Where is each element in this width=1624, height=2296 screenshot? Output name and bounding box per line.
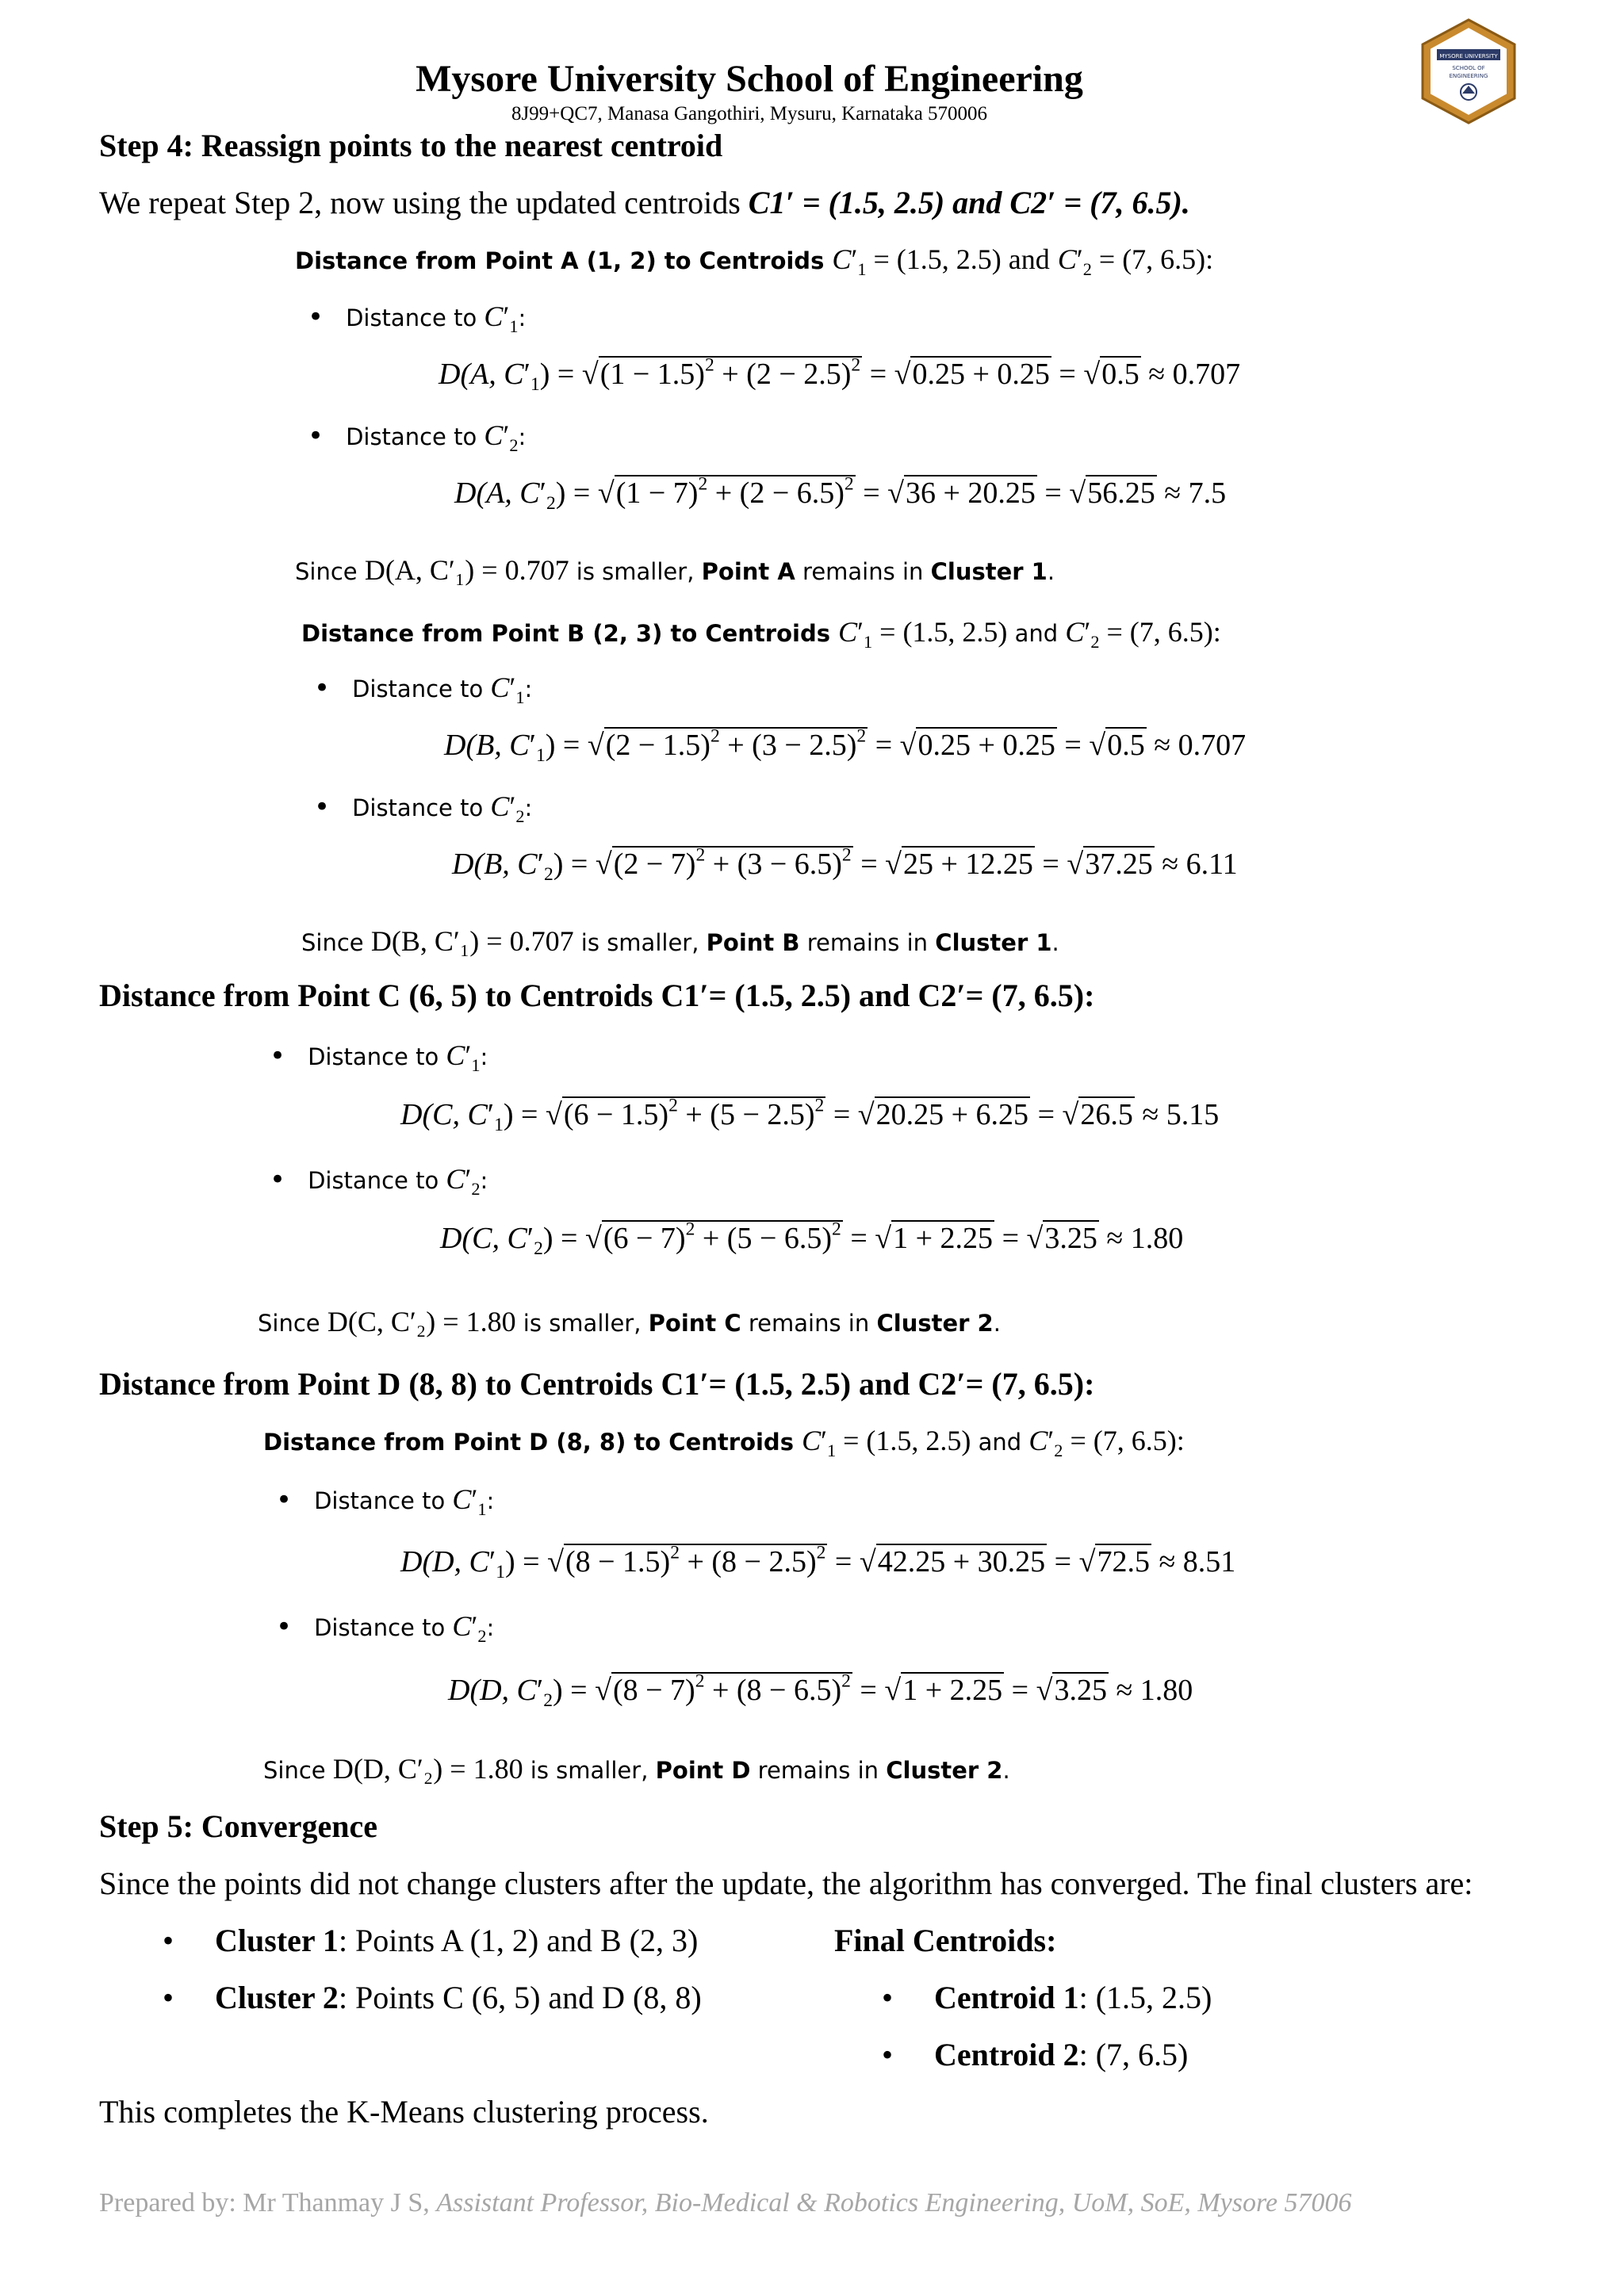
- point-d-eq-c2: D(D, $C'_2) = √(8 - 7)^2 + (8 - 6.5)^2 = √1 + 2.25 = √3.25 \approx 1.80$: [448, 1670, 1193, 1712]
- svg-text:SCHOOL OF: SCHOOL OF: [1452, 65, 1485, 71]
- point-b-eq-c1: D(B, $C'_1) = √(2 - 1.5)^2 + (3 - 2.5)^2 = √0.25 + 0.25 = √0.5 \approx 0.707$: [444, 725, 1247, 767]
- step5-heading: Step 5: Convergence: [99, 1808, 378, 1844]
- point-a-eq-c2: D(A, $C'_2) = √(1 - 7)^2 + (2 - 6.5)^2 = √36 + 20.25 = √56.25 \approx 7.5$: [454, 473, 1227, 515]
- point-a-eq-c1: D(A, $C'_1) = √(1 - 1.5)^2 + (2 - 2.5)^2 = √0.25 + 0.25 = √0.5 \approx 0.707$: [439, 354, 1241, 396]
- point-d-bullet-c1: • Distance to $C'_1$:: [276, 1483, 495, 1519]
- centroid2-item: • Centroid 2: (7, 6.5): [882, 2037, 1189, 2072]
- step5-text: Since the points did not change clusters after the update, the algorithm has converged. The final clusters are:: [99, 1866, 1473, 1901]
- point-a-conclusion: Since D(A, C′₁) = 0.707 is smaller, Point A remains in Cluster 1.: [295, 554, 1055, 586]
- intro-text: We repeat Step 2, now using the updated centroids: [99, 185, 749, 220]
- centroid1-item: • Centroid 1: (1.5, 2.5): [882, 1980, 1212, 2015]
- point-b-bullet-c1: • Distance to $C'_1$:: [314, 672, 533, 707]
- university-logo: [1418, 17, 1519, 125]
- point-c-bullet-c1: • Distance to $C'_1$:: [270, 1039, 488, 1075]
- point-c-eq-c1: D(C, $C'_1) = √(6 - 1.5)^2 + (5 - 2.5)^2 = √20.25 + 6.25 = √26.5 \approx 5.15$: [400, 1095, 1220, 1136]
- step4-intro: [99, 184, 1190, 221]
- step4-heading: Step 4: Reassign points to the nearest centroid: [99, 128, 723, 163]
- point-c-heading: Distance from Point C (6, 5) to Centroids C1′= (1.5, 2.5) and C2′= (7, 6.5):: [99, 978, 1095, 1013]
- cluster2-item: • Cluster 2: Points C (6, 5) and D (8, 8): [163, 1980, 702, 2015]
- point-c-eq-c2: D(C, $C'_2) = √(6 - 7)^2 + (5 - 6.5)^2 = √1 + 2.25 = √3.25 \approx 1.80$: [440, 1219, 1184, 1260]
- cluster1-item: • Cluster 1: Points A (1, 2) and B (2, 3): [163, 1923, 699, 1958]
- point-b-conclusion: Since D(B, C′₁) = 0.707 is smaller, Point B remains in Cluster 1.: [301, 925, 1059, 957]
- footer: Prepared by: Mr Thanmay J S, Assistant Professor, Bio-Medical & Robotics Engineering, UoM, SoE, Mysore 57006: [99, 2188, 1352, 2218]
- point-a-bullet-c2: • Distance to $C'_2$:: [308, 419, 527, 455]
- point-c-conclusion: Since D(C, C′₂) = 1.80 is smaller, Point C remains in Cluster 2.: [258, 1306, 1001, 1337]
- page-title: Mysore University School of Engineering: [416, 58, 1083, 100]
- point-d-subheading: Distance from Point D (8, 8) to Centroids $C'_1 = (1.5$, 2.5) and $C'_2 = (7$, 6.5):: [263, 1425, 1185, 1460]
- point-d-bullet-c2: • Distance to $C'_2$:: [276, 1610, 495, 1646]
- point-a-bullet-c1: • Distance to $C'_1$:: [308, 300, 527, 336]
- final-centroids-heading: Final Centroids:: [834, 1923, 1057, 1958]
- address: 8J99+QC7, Manasa Gangothiri, Mysuru, Karnataka 570006: [511, 103, 988, 124]
- point-b-bullet-c2: • Distance to $C'_2$:: [314, 790, 533, 826]
- svg-text:MYSORE UNIVERSITY: MYSORE UNIVERSITY: [1439, 53, 1498, 59]
- point-d-heading: Distance from Point D (8, 8) to Centroids C1′= (1.5, 2.5) and C2′= (7, 6.5):: [99, 1366, 1095, 1402]
- intro-math: C1′ = (1.5, 2.5) and C2′ = (7, 6.5).: [748, 185, 1190, 220]
- svg-text:ENGINEERING: ENGINEERING: [1449, 73, 1488, 79]
- closing-text: This completes the K-Means clustering process.: [99, 2094, 709, 2130]
- point-d-eq-c1: D(D, $C'_1) = √(8 - 1.5)^2 + (8 - 2.5)^2 = √42.25 + 30.25 = √72.5 \approx 8.51$: [400, 1542, 1236, 1583]
- point-a-heading: Distance from Point A (1, 2) to Centroids $C'_1 = (1.5$, 2.5) and $C'_2 = (7$, 6.5):: [295, 243, 1214, 279]
- point-b-eq-c2: D(B, $C'_2) = √(2 - 7)^2 + (3 - 6.5)^2 = √25 + 12.25 = √37.25 \approx 6.11$: [452, 844, 1238, 886]
- point-d-conclusion: Since D(D, C′₂) = 1.80 is smaller, Point D remains in Cluster 2.: [263, 1753, 1010, 1785]
- point-c-bullet-c2: • Distance to $C'_2$:: [270, 1163, 488, 1199]
- point-b-heading: Distance from Point B (2, 3) to Centroids $C'_1 = (1.5$, 2.5) and $C'_2 = (7$, 6.5):: [301, 616, 1221, 652]
